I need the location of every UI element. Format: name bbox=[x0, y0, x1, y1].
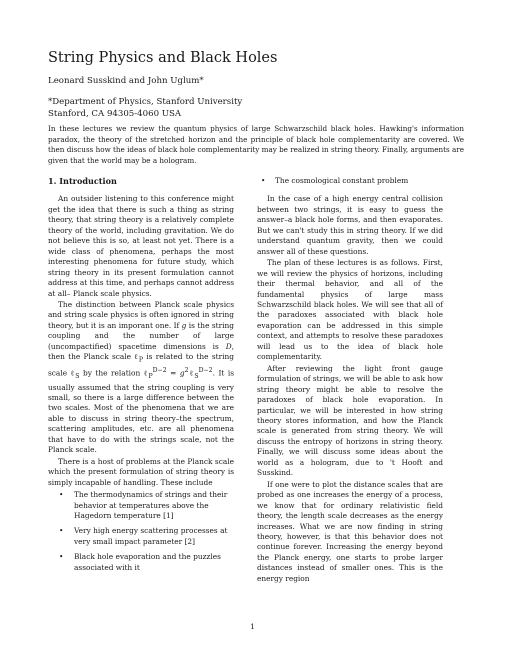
right-column bbox=[257, 176, 443, 584]
paragraph-intro-6: After reviewing the light front gauge formulation of strings, we will be able to ask how string theory might be able to resolve the paradoxes of black hole evaporation. In particular, we will be interested in how string theory stores information, and how the Planck scale is generated from string theory. We will discuss the entropy of horizons in string theory. Finally, we will discuss some ideas about the world as a hologram, due to 't Hooft and Susskind. bbox=[257, 363, 443, 478]
list-item-text: Very high energy scattering processes at very small impact parameter [2] bbox=[74, 526, 228, 546]
paragraph-intro-5: The plan of these lectures is as follows. First, we will review the physics of horizons, including their thermal behavior, and all of the fundamental physics of large mass Schwarzschild black holes. We will see that all of the paradoxes associated with black hole evaporation can be addressed in this simple context, and attempts to resolve these paradoxes will lead us to the idea of black hole complementarity. bbox=[257, 258, 443, 362]
bullet-icon: • bbox=[59, 552, 64, 562]
list-item bbox=[257, 176, 443, 186]
affiliation-department: *Department of Physics, Stanford University bbox=[48, 97, 243, 107]
paper-title: String Physics and Black Holes bbox=[48, 50, 278, 66]
bullet-icon: • bbox=[261, 176, 266, 185]
page-number: 1 bbox=[250, 622, 255, 631]
affiliation-address: Stanford, CA 94305-4060 USA bbox=[48, 109, 182, 119]
list-item bbox=[48, 490, 234, 521]
bullet-icon: • bbox=[59, 526, 64, 536]
problem-list bbox=[48, 490, 234, 573]
paragraph-intro-3: There is a host of problems at the Planck scale which the present formulation of string theory is simply incapable of handling. These include bbox=[48, 456, 234, 487]
paragraph-intro-1: An outsider listening to this conference might get the idea that there is such a thing as string theory, that string theory is a relatively complete theory of the world, including gravitation. We do not believe this is so, at least not yet. There is a wide class of phenomena, perhaps the most interesting phenomena for future study, which string theory in its present formulation cannot address at this time, and perhaps cannot address at all– Planck scale physics. bbox=[48, 194, 234, 298]
list-item-text: The thermodynamics of strings and their behavior at temperatures above the Hagedorn temperature [1] bbox=[74, 490, 228, 520]
list-item bbox=[48, 526, 234, 547]
list-item bbox=[48, 552, 234, 573]
paragraph-intro-7: If one were to plot the distance scales that are probed as one increases the energy of a process, we know that for ordinary relativistic field theory, the length scale decreases as the energy increases. What we are now finding in string theory, however, is that this behavior does not continue forever. Increasing the energy beyond the Planck energy, one starts to probe larger distances instead of smaller ones. This is the energy region bbox=[257, 479, 443, 583]
list-item-text: The cosmological constant problem bbox=[275, 176, 409, 185]
bullet-icon: • bbox=[59, 490, 64, 500]
paragraph-intro-4: In the case of a high energy central collision between two strings, it is easy to guess the answer–a black hole forms, and then evaporates. But we can't study this in string theory. If we did understand quantum gravity, then we could answer all of these questions. bbox=[257, 194, 443, 256]
left-column bbox=[48, 176, 234, 578]
abstract: In these lectures we review the quantum physics of large Schwarzschild black holes. Hawking's information paradox, the theory of the stretched horizon and the principle of black hole complementarity are covered. We then discuss how the ideas of black hole complementarity may be realized in string theory. Finally, arguments are given that the world may be a hologram. bbox=[48, 124, 464, 165]
section-heading: 1. Introduction bbox=[48, 176, 117, 186]
paragraph-intro-2: The distinction between Planck scale physics and string scale physics is often ignored in string theory, but it is an imporant one. If g is the string coupling and the number of large (uncompactified) spacetime dimensions is D, then the Planck scale ℓ$_P$ is related to the string scale ℓ$_S$ by the relation ℓ$_P^{D-2}$ = $g^2\ell_S^{D-2}$. It is usually assumed that the string coupling is very small, so there is a large difference between the two scales. Most of the phenomena that we are able to discuss in string theory–the spectrum, scattering amplitudes, etc. are all phenomena that have to do with the strings scale, not the Planck scale. bbox=[48, 299, 234, 455]
author-list: Leonard Susskind and John Uglum* bbox=[48, 76, 204, 86]
affiliation bbox=[48, 96, 242, 120]
list-item-text: Black hole evaporation and the puzzles associated with it bbox=[74, 552, 221, 572]
